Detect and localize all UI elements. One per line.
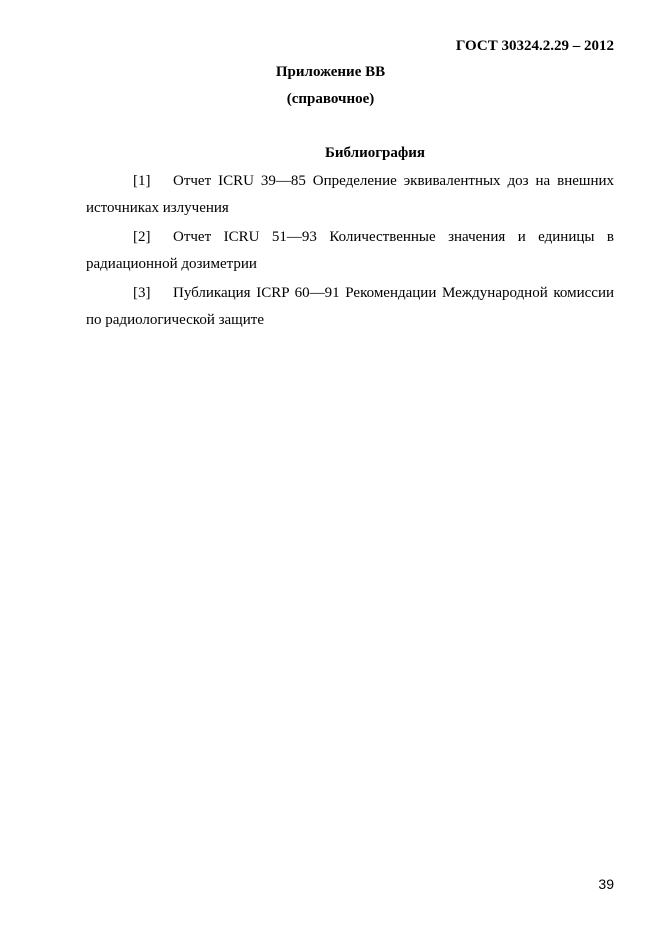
bibliography-entry [86, 168, 614, 221]
appendix-title: Приложение ВВ [275, 64, 386, 80]
standard-code: ГОСТ 30324.2.29 – 2012 [455, 38, 614, 54]
reference-text: Публикация ICRP 60—91 Рекомендации Международной комиссии по радиологической защите [86, 285, 614, 328]
bibliography-list [86, 168, 614, 336]
bibliography-entry [86, 280, 614, 333]
reference-number: [2] [133, 229, 151, 245]
reference-number: [3] [133, 285, 151, 301]
reference-number: [1] [133, 173, 151, 189]
appendix-note: (справочное) [286, 91, 375, 107]
bibliography-entry [86, 224, 614, 277]
bibliography-heading: Библиография [324, 145, 426, 161]
reference-text: Отчет ICRU 39—85 Определение эквивалентных доз на внешних источниках излучения [86, 173, 614, 216]
page-number: 39 [598, 876, 614, 892]
reference-text: Отчет ICRU 51—93 Количественные значения и единицы в радиационной дозиметрии [86, 229, 614, 272]
